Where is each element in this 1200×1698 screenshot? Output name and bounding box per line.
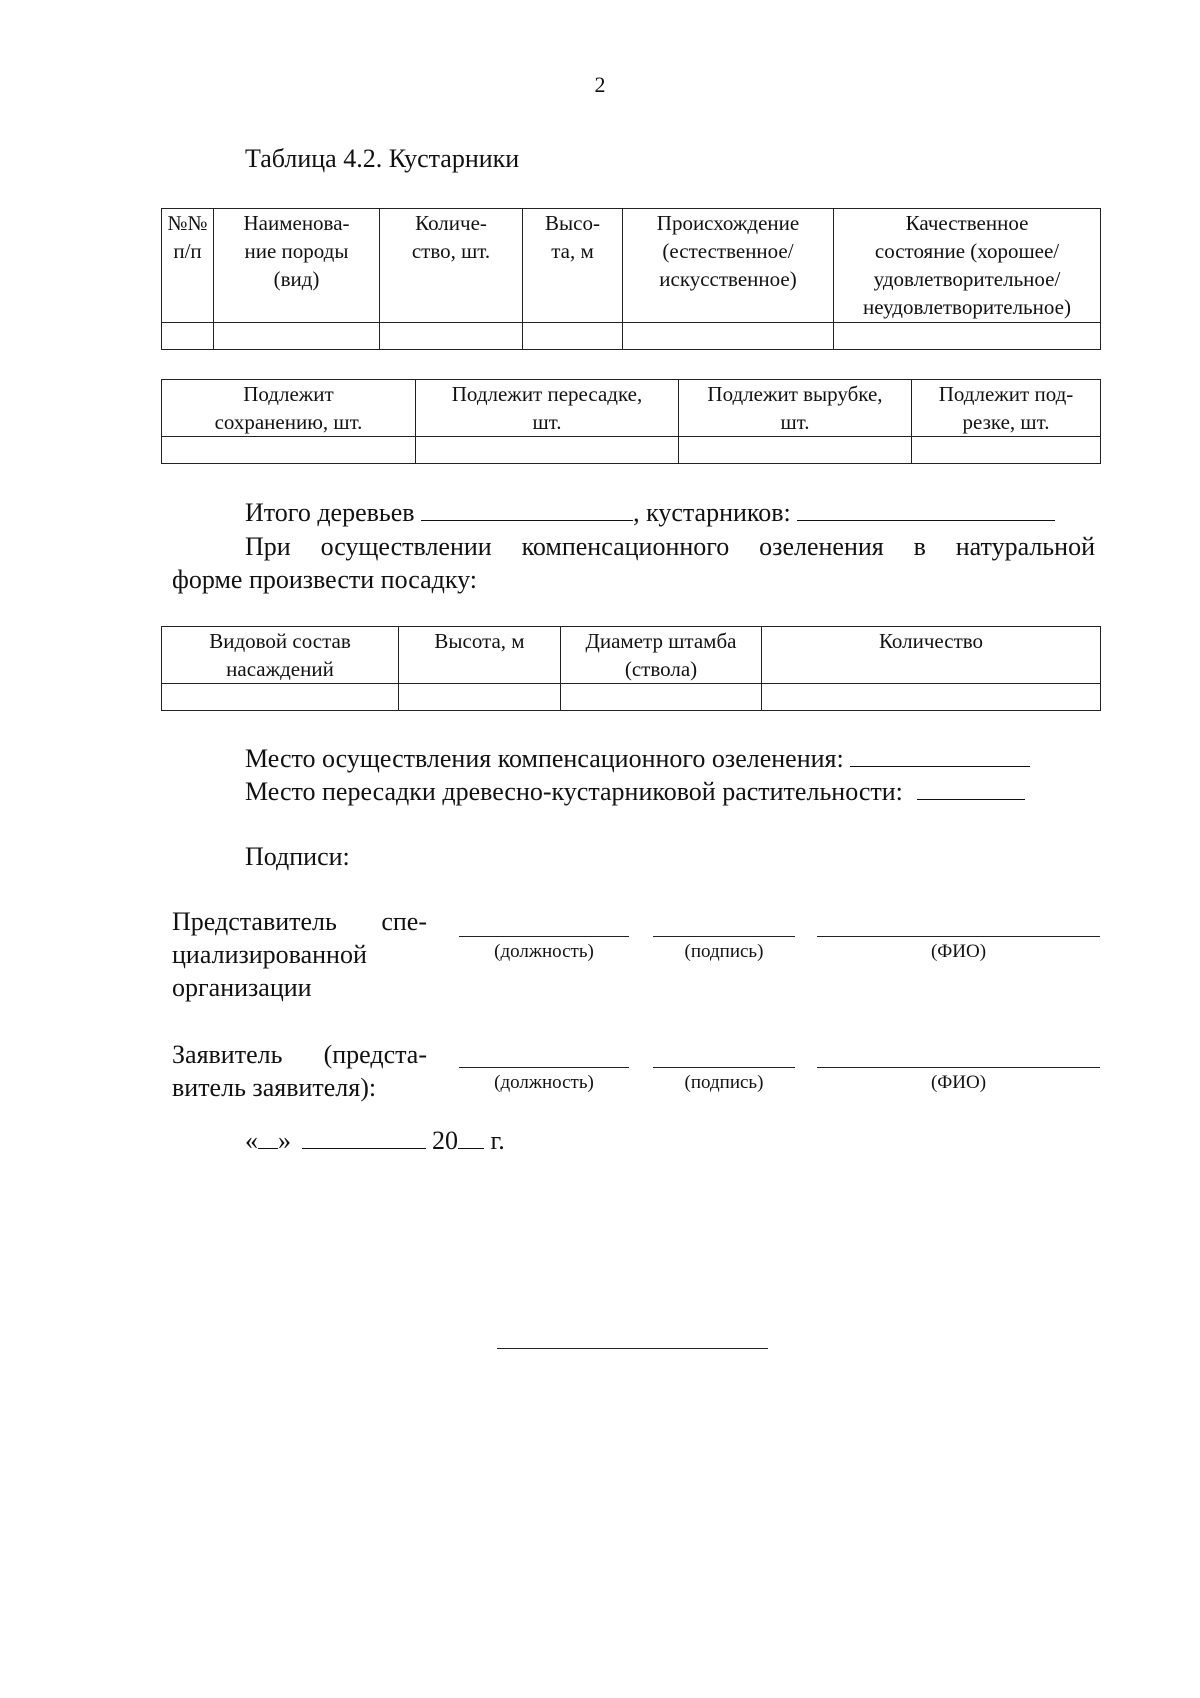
col-header-height: Высо- та, м	[523, 209, 623, 323]
trees-blank[interactable]	[421, 498, 633, 521]
table-cell[interactable]	[561, 684, 762, 711]
rep-position-caption: (должность)	[494, 941, 594, 962]
table-cell[interactable]	[162, 437, 416, 464]
table-row	[162, 684, 1101, 711]
applicant-label: Заявитель (предста- витель заявителя):	[172, 1040, 427, 1102]
applicant-signature-line[interactable]	[653, 1067, 795, 1068]
table-cell[interactable]	[214, 323, 380, 350]
col-header-height: Высота, м	[399, 627, 561, 684]
applicant-signature-caption: (подпись)	[684, 1072, 764, 1093]
table-cell[interactable]	[834, 323, 1101, 350]
table-row	[162, 437, 1101, 464]
date-month-blank[interactable]	[302, 1126, 426, 1149]
table-cell[interactable]	[523, 323, 623, 350]
col-header-preserve: Подлежит сохранению, шт.	[162, 380, 416, 437]
table-cell[interactable]	[380, 323, 523, 350]
shrubs-table	[161, 208, 1101, 350]
applicant-position-line[interactable]	[459, 1067, 629, 1068]
col-header-quantity: Количе- ство, шт.	[380, 209, 523, 323]
date-open-quote: «	[245, 1126, 258, 1155]
rep-signature-line[interactable]	[653, 936, 795, 937]
table-caption: Таблица 4.2. Кустарники	[245, 144, 520, 173]
applicant-name-caption: (ФИО)	[930, 1072, 987, 1093]
actions-table	[161, 379, 1101, 464]
table-header-row	[162, 627, 1101, 684]
table-cell[interactable]	[162, 684, 399, 711]
date-year-suffix: г.	[490, 1126, 505, 1155]
compensation-place-line	[245, 742, 1030, 775]
date-close-quote: »	[278, 1126, 291, 1155]
compensation-place-blank[interactable]	[850, 744, 1030, 767]
transplant-place-line	[245, 775, 1025, 808]
compensation-line-1: При осуществлении компенсационного озеленения в натуральной	[245, 532, 1095, 561]
shrubs-blank[interactable]	[797, 498, 1055, 521]
rep-position-line[interactable]	[459, 936, 629, 937]
transplant-place-label: Место пересадки древесно-кустарниковой растительности:	[245, 777, 903, 806]
planting-table	[161, 626, 1101, 711]
rep-name-line[interactable]	[817, 936, 1100, 937]
transplant-place-blank[interactable]	[917, 777, 1025, 800]
rep-name-caption: (ФИО)	[930, 941, 987, 962]
table-cell[interactable]	[399, 684, 561, 711]
date-line	[245, 1124, 505, 1157]
col-header-trunk-diameter: Диаметр штамба (ствола)	[561, 627, 762, 684]
rep-signature-caption: (подпись)	[684, 941, 764, 962]
col-header-quantity: Количество	[762, 627, 1101, 684]
col-header-species-composition: Видовой состав насаждений	[162, 627, 399, 684]
table-cell[interactable]	[416, 437, 679, 464]
compensation-place-label: Место осуществления компенсационного озеленения:	[245, 744, 844, 773]
table-header-row	[162, 380, 1101, 437]
table-row	[162, 323, 1101, 350]
table-cell[interactable]	[679, 437, 912, 464]
signatures-heading: Подписи:	[245, 842, 350, 871]
col-header-origin: Происхождение (естественное/ искусственное)	[623, 209, 834, 323]
col-header-number: №№ п/п	[162, 209, 214, 323]
table-cell[interactable]	[762, 684, 1101, 711]
col-header-trim: Подлежит под- резке, шт.	[912, 380, 1101, 437]
applicant-position-caption: (должность)	[494, 1072, 594, 1093]
col-header-transplant: Подлежит пересадке, шт.	[416, 380, 679, 437]
col-header-species: Наименова- ние породы (вид)	[214, 209, 380, 323]
col-header-cut-down: Подлежит вырубке, шт.	[679, 380, 912, 437]
table-cell[interactable]	[162, 323, 214, 350]
totals-line	[245, 496, 1095, 529]
date-day-blank[interactable]	[258, 1126, 278, 1149]
compensation-line-2: форме произвести посадку:	[172, 565, 478, 594]
applicant-name-line[interactable]	[817, 1067, 1100, 1068]
table-cell[interactable]	[912, 437, 1101, 464]
table-cell[interactable]	[623, 323, 834, 350]
shrubs-label: , кустарников:	[633, 498, 791, 527]
trees-label: Итого деревьев	[245, 498, 415, 527]
date-year-blank[interactable]	[458, 1126, 484, 1149]
bottom-separator	[497, 1348, 768, 1349]
rep-label: Представитель спе- циализированной организации	[172, 907, 427, 1002]
page-number: 2	[594, 72, 606, 97]
date-year-prefix: 20	[432, 1126, 458, 1155]
table-header-row	[162, 209, 1101, 323]
col-header-condition: Качественное состояние (хорошее/ удовлетворительное/ неудовлетворительное)	[834, 209, 1101, 323]
